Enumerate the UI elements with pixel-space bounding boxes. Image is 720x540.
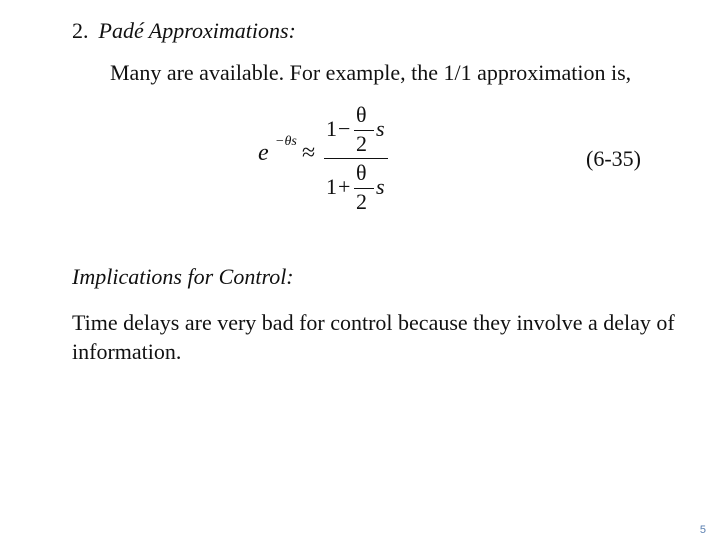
section-number: 2. xyxy=(72,18,89,43)
equation-exponent: −θs xyxy=(275,134,297,149)
approx-symbol: ≈ xyxy=(302,140,316,166)
numerator-one: 1 xyxy=(326,116,337,141)
intro-text: Many are available. For example, the 1/1 approximation is, xyxy=(110,60,632,85)
body-paragraph: Time delays are very bad for control because they involve a delay of information. xyxy=(72,310,675,364)
page-number: 5 xyxy=(699,524,706,536)
denominator-two: 2 xyxy=(356,189,367,214)
equation-number: (6-35) xyxy=(586,146,641,171)
numerator-op: − xyxy=(338,116,351,141)
pade-equation xyxy=(258,100,398,220)
section-title: Padé Approximations: xyxy=(98,18,296,43)
numerator-two: 2 xyxy=(356,131,367,156)
denominator-theta: θ xyxy=(356,160,367,185)
denominator-one: 1 xyxy=(326,174,337,199)
denominator-op: + xyxy=(338,174,351,199)
section-heading xyxy=(72,18,296,44)
numerator-s: s xyxy=(376,116,385,141)
denominator-s: s xyxy=(376,174,385,199)
main-fraction-bar xyxy=(324,158,388,159)
equation-base: e xyxy=(258,140,269,166)
numerator-theta: θ xyxy=(356,102,367,127)
subheading: Implications for Control: xyxy=(72,264,294,289)
